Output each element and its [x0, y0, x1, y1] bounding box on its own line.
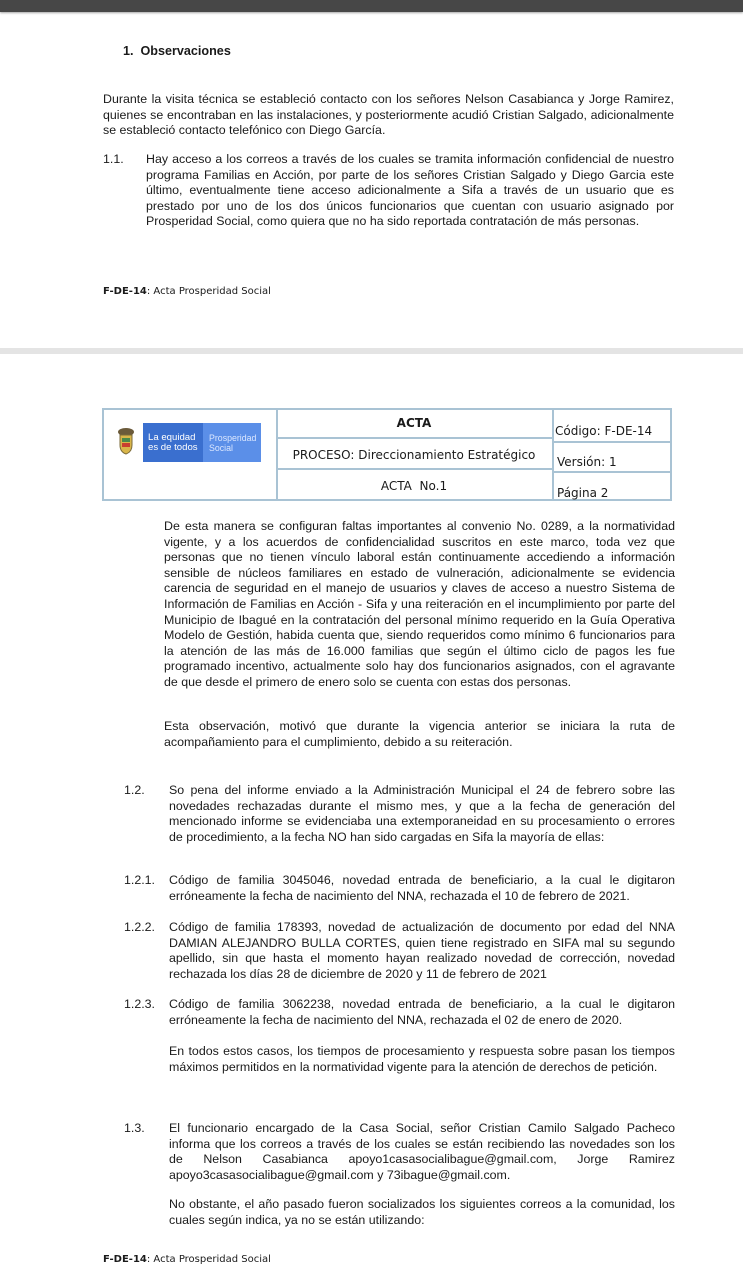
- logo-equidad-line2: es de todos: [148, 442, 198, 453]
- item-1-2-number: 1.2.: [124, 783, 145, 797]
- logo-prosperidad-line1: Prosperidad: [209, 433, 257, 443]
- item-1-1-text: Hay acceso a los correos a través de los cuales se tramita información confidencial de nuestro programa Familias en Acción, por parte de los señores Cristian Salgado y Diego Garcia este último, eventualmente tiene acceso adicionalmente a Sifa a través de un usuario que es prestado por uno de los dos únicos funcionarios que cuentan con usuario asignado por Prosperidad Social, como quiera que no ha sido reportada contratación de más personas.: [146, 152, 674, 229]
- logo-equidad-line1: La equidad: [148, 432, 196, 443]
- item-1-2-2-text: Código de familia 178393, novedad de actualización de documento por edad del NNA DAMIAN ALEJANDRO BULLA CORTES, quien tiene registrado en SIFA mal su segundo apellido, sin que hasta el momento hayan realizado novedad de corrección, novedad rechazada los días 28 de diciembre de 2020 y 11 de febrero de 2021: [169, 920, 675, 981]
- header-row-divider: [276, 468, 552, 470]
- item-1-2-1-text: Código de familia 3045046, novedad entrada de beneficiario, a la cual le digitaron erróneamente la fecha de nacimiento del NNA, rechazada el 10 de febrero de 2021.: [169, 873, 675, 903]
- paragraph-tiempos: En todos estos casos, los tiempos de procesamiento y respuesta sobre pasan los tiempos máximos permitidos en la normatividad vigente para la atención de derechos de petición.: [169, 1044, 675, 1074]
- header-col-divider: [552, 410, 554, 499]
- item-1-3-text: El funcionario encargado de la Casa Social, señor Cristian Camilo Salgado Pacheco informa que los correos a través de los cuales se están recibiendo las novedades son los de Nelson Casabianca apoyo1casasocialibague@gmail.com, Jorge Ramirez apoyo3casasocialibague@gmail.com y 73ibague@gmail.com.: [169, 1121, 675, 1182]
- section-heading: [123, 44, 231, 58]
- header-row-divider: [552, 441, 670, 443]
- header-codigo: Código: F-DE-14: [555, 424, 653, 438]
- paragraph-observacion: Esta observación, motivó que durante la vigencia anterior se iniciara la ruta de acompañamiento para el cumplimiento, debido a su reiteración.: [164, 719, 675, 749]
- item-1-2-2-number: 1.2.2.: [124, 920, 156, 934]
- page-footer: [103, 286, 271, 297]
- heading-text: Observaciones: [140, 44, 231, 58]
- footer-text: : Acta Prosperidad Social: [146, 286, 271, 297]
- page-separator: [0, 348, 743, 354]
- coat-of-arms-icon: [117, 427, 135, 455]
- paragraph-faltas: De esta manera se configuran faltas importantes al convenio No. 0289, a la normatividad vigente, y a los acuerdos de confidencialidad suscritos en este marco, toda vez que personas que no tienen vínculo laboral están continuamente accediendo a información sensible de núcleos familiares en estado de vulneración, adicionalmente se evidencia carencia de seguridad en el manejo de usuarios y claves de acceso a nuestro Sistema de Información de Familias en Acción - Sifa y una reiteración en el incumplimiento por parte del Municipio de Ibagué en la contratación del personal mínimo requerido en la Guía Operativa Modelo de Gestión, habida cuenta que, siendo requeridos como mínimo 6 funcionarios para la atención de las más de 16.000 familias que según el último ciclo de pagos les fue programado incentivo, actualmente solo hay dos funcionarios asignados, con el agravante de que desde el primero de enero solo se cuenta con estas dos personas.: [164, 519, 675, 689]
- header-row-divider: [552, 471, 670, 473]
- viewer-top-bar: [0, 0, 743, 12]
- logo-prosperidad-line2: Social: [209, 443, 233, 453]
- logo-equidad-text: [148, 433, 198, 453]
- header-process: PROCESO: Direccionamiento Estratégico: [292, 448, 536, 462]
- heading-number: 1.: [123, 44, 134, 58]
- header-row-divider: [276, 437, 552, 439]
- header-title: ACTA: [396, 416, 432, 430]
- header-pagina: Página 2: [557, 486, 609, 500]
- item-1-2-1-number: 1.2.1.: [124, 873, 156, 887]
- header-version: Versión: 1: [557, 455, 617, 469]
- item-1-2-text: So pena del informe enviado a la Administración Municipal el 24 de febrero sobre las novedades rechazadas durante el mismo mes, y que a la fecha de generación del mencionado informe se evidenciaba una extemporaneidad en su procesamiento o errores de procedimiento, a la fecha NO han sido cargadas en Sifa la mayoría de ellas:: [169, 783, 675, 844]
- item-1-2-3-number: 1.2.3.: [124, 997, 156, 1011]
- item-1-2-3-text: Código de familia 3062238, novedad entrada de beneficiario, a la cual le digitaron erróneamente la fecha de nacimiento del NNA, rechazada el 02 de enero de 2020.: [169, 997, 675, 1027]
- item-1-3-number: 1.3.: [124, 1121, 145, 1135]
- intro-paragraph: Durante la visita técnica se estableció contacto con los señores Nelson Casabianca y Jorge Ramirez, quienes se encontraban en las instalaciones, y posteriormente acudió Cristian Salgado, adicionalmente se estableció contacto telefónico con Diego García.: [103, 92, 674, 138]
- item-1-1-number: 1.1.: [103, 152, 124, 166]
- footer-code: F-DE-14: [103, 1254, 147, 1265]
- footer-text: : Acta Prosperidad Social: [146, 1254, 271, 1265]
- footer-code: F-DE-14: [103, 286, 147, 297]
- header-acta-number: ACTA No.1: [380, 479, 448, 493]
- paragraph-no-obstante: No obstante, el año pasado fueron socializados los siguientes correos a la comunidad, los cuales según indica, ya no se están utilizando:: [169, 1197, 675, 1227]
- logo-prosperidad-text: [209, 433, 256, 453]
- page-footer: [103, 1254, 271, 1265]
